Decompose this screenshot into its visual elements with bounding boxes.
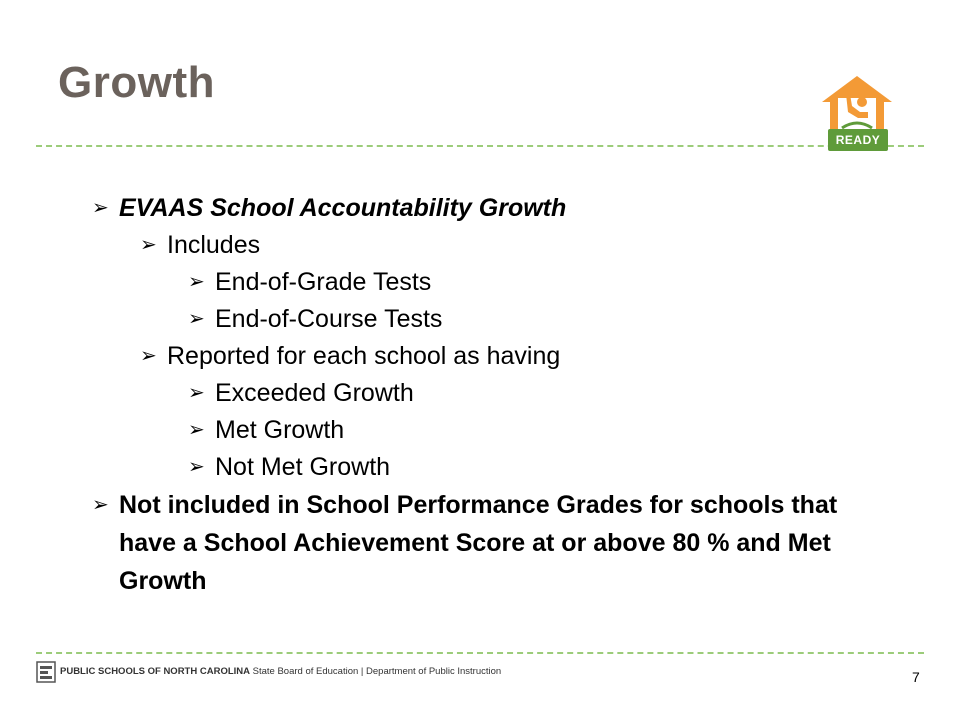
footer-org: PUBLIC SCHOOLS OF NORTH CAROLINA [60,666,250,677]
ready-logo-label: READY [828,129,888,151]
slide-title: Growth [58,58,215,107]
page-number: 7 [912,669,920,685]
nc-state-seal-icon [36,661,56,683]
bullet-item [92,486,882,600]
top-divider [36,145,924,147]
bullet-text: End-of-Course Tests [215,305,443,333]
arrow-bullet-icon: ➢ [188,382,205,404]
footer-rest: State Board of Education | Department of Public Instruction [250,666,502,677]
bullet-text: End-of-Grade Tests [215,268,432,296]
arrow-bullet-icon: ➢ [188,419,205,441]
bullet-item [188,301,882,338]
person-head-icon [857,97,867,107]
bullet-text: Not included in School Performance Grades for schools that have a School Achievement Score at or above 80 % and Met Growth [119,491,838,595]
arrow-bullet-icon: ➢ [188,271,205,293]
bullet-text: Reported for each school as having [167,342,561,370]
bullet-list [92,190,882,600]
arrow-bullet-icon: ➢ [140,234,157,256]
bullet-item [188,412,882,449]
bullet-item [92,190,882,227]
arrow-bullet-icon: ➢ [188,456,205,478]
arrow-bullet-icon: ➢ [188,308,205,330]
bullet-item [140,338,882,375]
bullet-text: Exceeded Growth [215,379,414,407]
bullet-item [140,227,882,264]
arrow-bullet-icon: ➢ [92,494,109,516]
footer-text [60,666,501,677]
bottom-divider [36,652,924,654]
bullet-text: EVAAS School Accountability Growth [119,194,567,222]
bullet-text: Not Met Growth [215,453,391,481]
arrow-bullet-icon: ➢ [140,345,157,367]
bullet-item [188,375,882,412]
bullet-text: Includes [167,231,261,259]
arrow-bullet-icon: ➢ [92,197,109,219]
bullet-item [188,264,882,301]
bullet-item [188,449,882,486]
bullet-text: Met Growth [215,416,345,444]
